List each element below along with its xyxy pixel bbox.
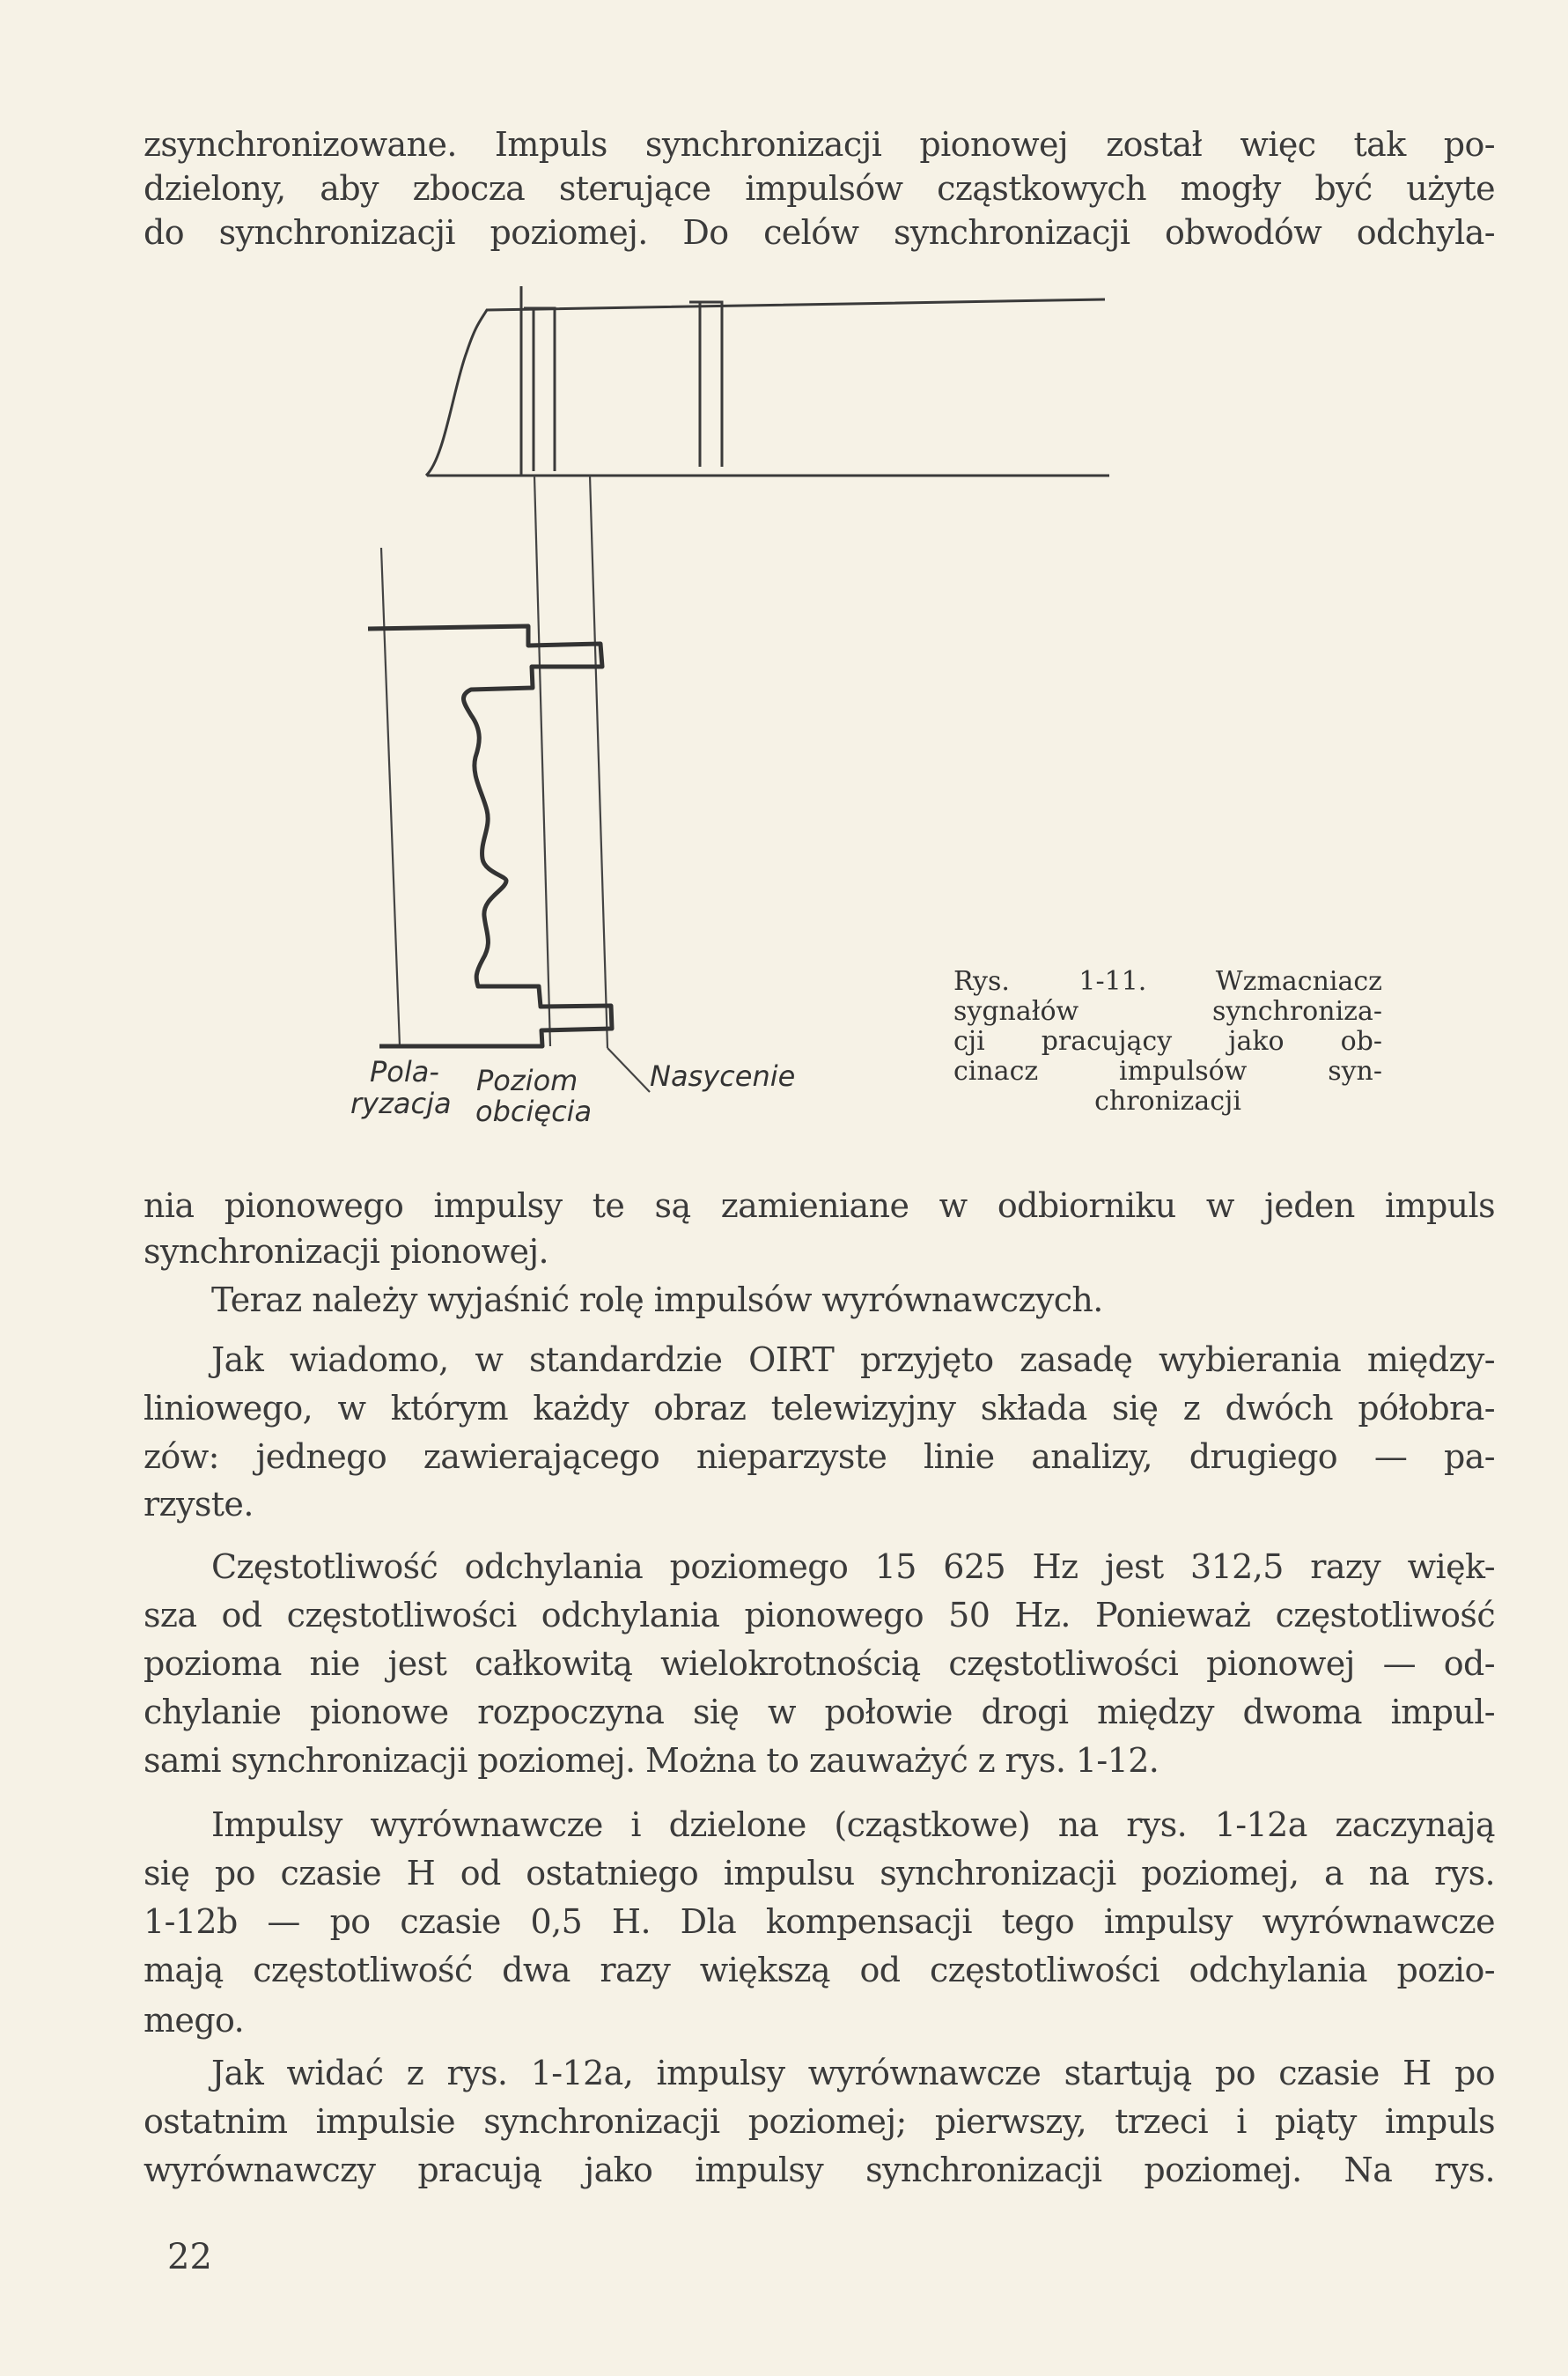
caption-line: sygnałów synchroniza- bbox=[953, 996, 1382, 1027]
text-line: zów: jednego zawierającego nieparzyste linie analizy, drugiego — pa- bbox=[144, 1437, 1495, 1476]
text-line: Teraz należy wyjaśnić rolę impulsów wyrównawczych. bbox=[211, 1280, 1103, 1319]
text-line: Częstotliwość odchylania poziomego 15 625 Hz jest 312,5 razy więk- bbox=[211, 1547, 1495, 1586]
clipping-level-line bbox=[534, 476, 550, 1046]
polarization-line bbox=[381, 548, 400, 1046]
text-line: Impulsy wyrównawcze i dzielone (cząstkowe) na rys. 1-12a zaczynają bbox=[211, 1805, 1495, 1844]
text-line: do synchronizacji poziomej. Do celów synchronizacji obwodów odchyla- bbox=[144, 213, 1495, 252]
text-line: sza od częstotliwości odchylania pionowego 50 Hz. Ponieważ częstotliwość bbox=[144, 1596, 1495, 1634]
label-poziom-1: Poziom bbox=[476, 1064, 578, 1097]
saturation-curve bbox=[426, 299, 1105, 476]
text-line: mają częstotliwość dwa razy większą od częstotliwości odchylania pozio- bbox=[144, 1951, 1495, 1989]
text-line: Jak widać z rys. 1-12a, impulsy wyrównawcze startują po czasie H po bbox=[211, 2054, 1495, 2092]
text-line: wyrównawczy pracują jako impulsy synchronizacji poziomej. Na rys. bbox=[144, 2151, 1495, 2189]
text-line: ostatnim impulsie synchronizacji poziomej; pierwszy, trzeci i piąty impuls bbox=[144, 2102, 1495, 2141]
caption-line: cinacz impulsów syn- bbox=[953, 1056, 1382, 1087]
input-signal-waveform bbox=[368, 626, 612, 1046]
label-nasycenie: Nasycenie bbox=[650, 1059, 796, 1093]
text-line: dzielony, aby zbocza sterujące impulsów cząstkowych mogły być użyte bbox=[144, 169, 1495, 208]
text-line: synchronizacji pionowej. bbox=[144, 1232, 549, 1271]
text-line: Jak wiadomo, w standardzie OIRT przyjęto zasadę wybierania między- bbox=[211, 1340, 1495, 1379]
text-line: się po czasie H od ostatniego impulsu synchronizacji poziomej, a na rys. bbox=[144, 1854, 1495, 1893]
text-line: liniowego, w którym każdy obraz telewizyjny składa się z dwóch półobra- bbox=[144, 1389, 1495, 1428]
saturation-leader bbox=[607, 1048, 650, 1092]
saturation-line bbox=[590, 476, 607, 1048]
text-line: pozioma nie jest całkowitą wielokrotnością częstotliwości pionowej — od- bbox=[144, 1644, 1495, 1683]
characteristic-curve bbox=[426, 286, 1109, 476]
caption-line: cji pracujący jako ob- bbox=[953, 1026, 1382, 1057]
text-line: 1-12b — po czasie 0,5 H. Dla kompensacji tego impulsy wyrównawcze bbox=[144, 1902, 1495, 1941]
label-polaryzacja-2: ryzacja bbox=[350, 1087, 452, 1120]
text-line: rzyste. bbox=[144, 1485, 254, 1524]
text-line: zsynchronizowane. Impuls synchronizacji pionowej został więc tak po- bbox=[144, 125, 1495, 164]
caption-line: chronizacji bbox=[1094, 1086, 1241, 1117]
upper-pulses bbox=[524, 302, 722, 471]
page-number: 22 bbox=[167, 2237, 212, 2277]
text-line: nia pionowego impulsy te są zamieniane w odbiorniku w jeden impuls bbox=[144, 1186, 1495, 1225]
label-polaryzacja-1: Pola- bbox=[370, 1055, 439, 1088]
label-poziom-2: obcięcia bbox=[475, 1095, 593, 1128]
text-line: sami synchronizacji poziomej. Można to zauważyć z rys. 1-12. bbox=[144, 1741, 1159, 1780]
text-line: chylanie pionowe rozpoczyna się w połowie drogi między dwoma impul- bbox=[144, 1693, 1495, 1731]
text-line: mego. bbox=[144, 2001, 245, 2040]
caption-line: Rys. 1-11. Wzmacniacz bbox=[953, 966, 1382, 997]
